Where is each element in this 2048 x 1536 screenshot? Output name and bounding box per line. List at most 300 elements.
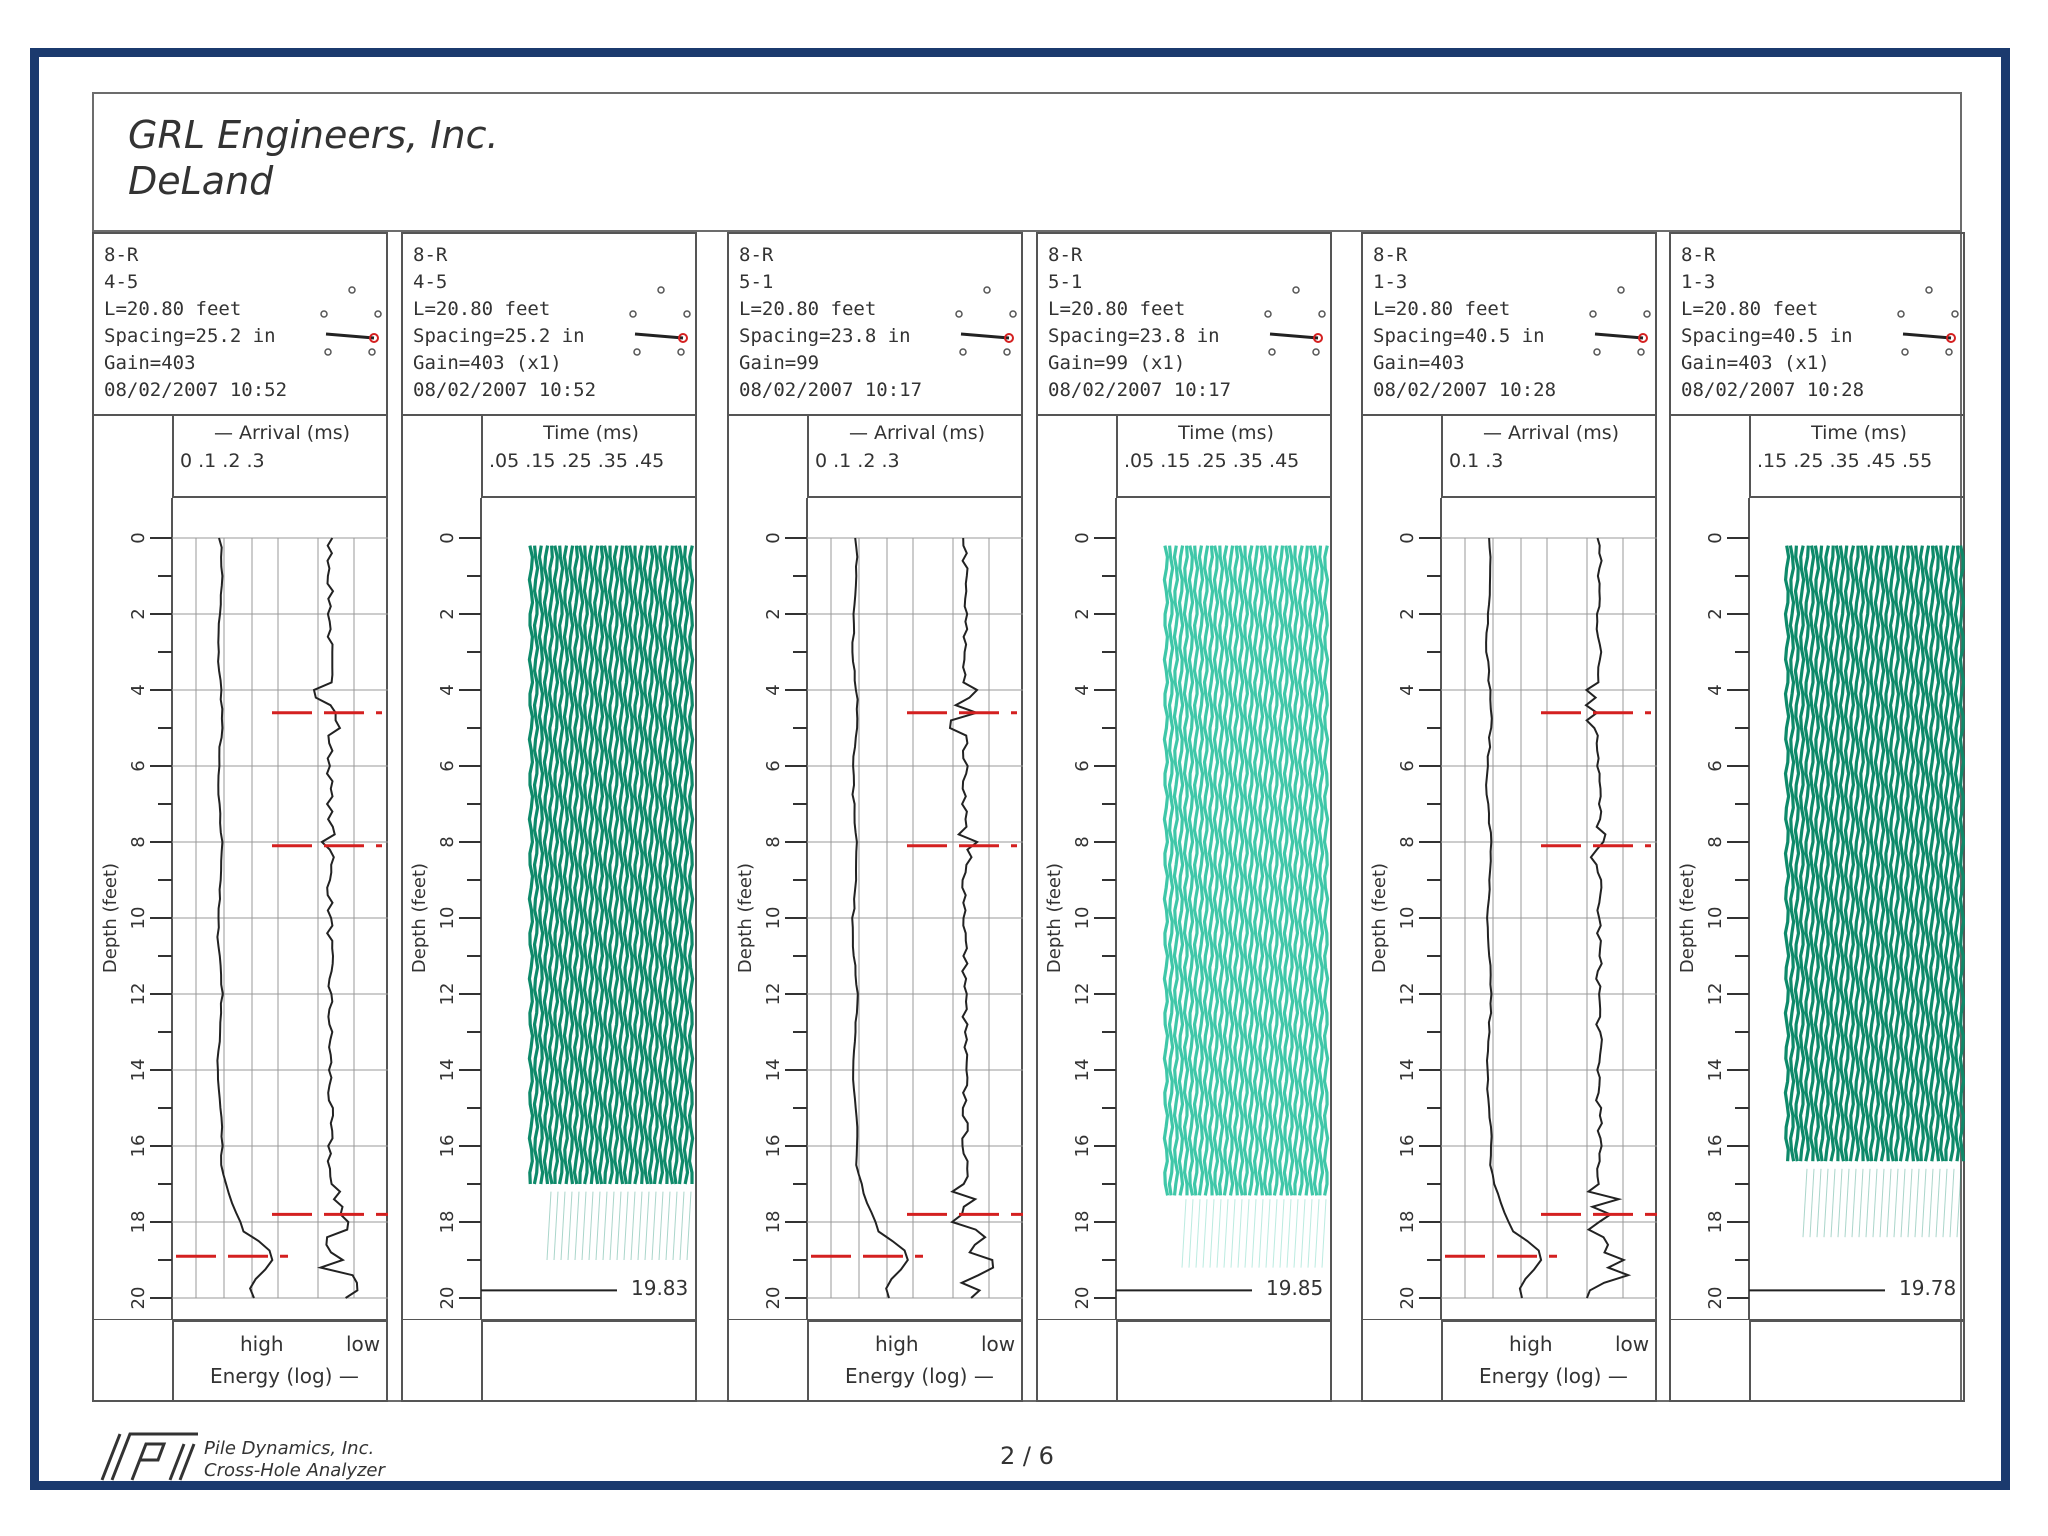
waveform-trace: [1174, 546, 1177, 1196]
depth-tick-label: 12: [1705, 982, 1726, 1006]
waveform-trace: [619, 546, 622, 1184]
waveform-tail: [561, 1192, 565, 1260]
depth-axis-label: Depth (feet): [409, 862, 430, 974]
waterfall-plot: [401, 498, 697, 1320]
waveform-tail: [596, 1192, 600, 1260]
waveform-trace: [630, 546, 633, 1184]
waveform-trace: [1945, 546, 1948, 1162]
waveform-tail: [554, 1192, 558, 1260]
panel-header-text: [1373, 242, 1556, 404]
waveform-tail: [1203, 1199, 1207, 1267]
depth-tick-label: 16: [437, 1134, 458, 1158]
axis-header: [172, 416, 388, 498]
waveform-trace: [1309, 546, 1312, 1196]
waveform-tail: [673, 1192, 677, 1260]
depth-tick-label: 4: [437, 684, 458, 696]
waveform-trace: [564, 546, 567, 1184]
waveform-tail: [1936, 1169, 1940, 1237]
panel-header-text: [1048, 242, 1231, 404]
waveform-tail: [1873, 1169, 1877, 1237]
site-location: DeLand: [128, 159, 274, 203]
waveform-trace: [604, 546, 607, 1184]
waveform-tail: [1259, 1199, 1263, 1267]
waveform-trace: [1885, 546, 1888, 1162]
header-line: L=20.80 feet: [413, 298, 551, 320]
waveform-traces: [1785, 546, 1963, 1162]
waveform-tail: [1273, 1199, 1277, 1267]
waveform-trace: [1259, 546, 1262, 1196]
waveform-trace: [529, 546, 532, 1184]
depth-tick-label: 2: [437, 608, 458, 620]
waveform-trace: [554, 546, 557, 1184]
header-line: Spacing=25.2 in: [104, 325, 276, 347]
waveform-trace: [539, 546, 542, 1184]
panel-arrival-1-3: [1361, 232, 1657, 1402]
header-line: L=20.80 feet: [739, 298, 877, 320]
depth-tick-label: 12: [1397, 982, 1418, 1006]
waveform-tail: [1915, 1169, 1919, 1237]
header-line: 08/02/2007 10:28: [1373, 379, 1557, 401]
depth-tick-label: 20: [437, 1286, 458, 1310]
waveform-trace: [574, 546, 577, 1184]
axis-tick-labels: 0 .1 .2 .3: [815, 450, 900, 472]
header-line: Spacing=40.5 in: [1373, 325, 1545, 347]
header-line: L=20.80 feet: [1373, 298, 1511, 320]
energy-low-label: low: [346, 1332, 381, 1356]
waveform-trace: [1214, 546, 1217, 1196]
waveform-trace: [1860, 546, 1863, 1162]
waveform-tail: [680, 1192, 684, 1260]
waveform-tail: [1943, 1169, 1947, 1237]
waveform-trace: [679, 546, 682, 1184]
waveform-trace: [1960, 546, 1963, 1162]
waveform-trace: [1790, 546, 1793, 1162]
axis-header: [1749, 416, 1965, 498]
panel-header-text: [413, 242, 596, 404]
waveform-trace: [1881, 546, 1884, 1162]
waveform-tail: [1880, 1169, 1884, 1237]
depth-tick-label: 12: [1072, 982, 1093, 1006]
header-line: Gain=403 (x1): [1681, 352, 1830, 374]
waveform-tail: [1322, 1199, 1326, 1267]
header-line: 8-R: [739, 244, 774, 266]
panel-waterfall-4-5: [401, 232, 697, 1402]
waveform-trace: [534, 546, 537, 1184]
waveform-tail: [1294, 1199, 1298, 1267]
axis-title: Time (ms): [543, 422, 639, 444]
axis-tick-labels: .05 .15 .25 .35 .45: [1124, 450, 1300, 472]
waveform-trace: [1801, 546, 1804, 1162]
waveform-tail: [610, 1192, 614, 1260]
depth-tick-label: 0: [1705, 532, 1726, 544]
depth-tick-label: 8: [437, 836, 458, 848]
waveform-trace: [584, 546, 587, 1184]
depth-tick-label: 20: [128, 1286, 149, 1310]
waveform-tail: [1210, 1199, 1214, 1267]
waveform-tail: [1852, 1169, 1856, 1237]
depth-tick-label: 18: [128, 1210, 149, 1234]
header-line: Spacing=40.5 in: [1681, 325, 1853, 347]
waveform-trace: [1269, 546, 1272, 1196]
depth-tick-label: 0: [437, 532, 458, 544]
waveform-tail: [1922, 1169, 1926, 1237]
waveform-tail: [1308, 1199, 1312, 1267]
header-line: 1-3: [1373, 271, 1408, 293]
depth-tick-label: 4: [1072, 684, 1093, 696]
waveform-trace: [624, 546, 627, 1184]
panel-footer: [1749, 1320, 1965, 1402]
waveform-trace: [1300, 546, 1303, 1196]
tube-layout-icon: [621, 272, 697, 392]
waveform-trace: [1955, 546, 1958, 1162]
depth-tick-label: 12: [763, 982, 784, 1006]
waveform-trace: [1951, 546, 1954, 1162]
waveform-trace: [659, 546, 662, 1184]
waveform-tail: [1252, 1199, 1256, 1267]
depth-tick-label: 16: [1397, 1134, 1418, 1158]
depth-axis-label: Depth (feet): [1044, 862, 1065, 974]
depth-axis-label: Depth (feet): [1677, 862, 1698, 974]
depth-tick-label: 14: [437, 1058, 458, 1082]
panel-waterfall-5-1: [1036, 232, 1332, 1402]
waveform-trace: [1289, 546, 1292, 1196]
waterfall-plot: [1669, 498, 1965, 1320]
waveform-trace: [1254, 546, 1257, 1196]
panel-header: [1669, 232, 1965, 416]
waveform-tail: [1901, 1169, 1905, 1237]
panel-footer: [172, 1320, 388, 1402]
header-line: 08/02/2007 10:52: [104, 379, 288, 401]
waveform-tail: [1287, 1199, 1291, 1267]
waveform-tail: [1189, 1199, 1193, 1267]
waveform-trace: [1179, 546, 1182, 1196]
waveform-trace: [579, 546, 582, 1184]
waveform-tail: [1266, 1199, 1270, 1267]
waveform-trace: [1820, 546, 1823, 1162]
waveform-trace: [1850, 546, 1853, 1162]
panel-header-text: [104, 242, 287, 404]
panel-header-text: [1681, 242, 1864, 404]
waveform-trace: [1900, 546, 1903, 1162]
header-line: 5-1: [739, 271, 774, 293]
header-line: L=20.80 feet: [104, 298, 242, 320]
depth-tick-label: 16: [763, 1134, 784, 1158]
waveform-trace: [1930, 546, 1933, 1162]
depth-tick-label: 18: [1705, 1210, 1726, 1234]
header-line: 8-R: [104, 244, 139, 266]
report-title: [128, 112, 499, 204]
header-line: Gain=403 (x1): [413, 352, 562, 374]
header-line: Spacing=23.8 in: [739, 325, 911, 347]
waveform-tail: [1196, 1199, 1200, 1267]
depth-tick-label: 4: [763, 684, 784, 696]
waveform-trace: [1835, 546, 1838, 1162]
header-line: L=20.80 feet: [1048, 298, 1186, 320]
waveform-trace: [649, 546, 652, 1184]
waveform-tail: [1238, 1199, 1242, 1267]
depth-tick-label: 10: [1397, 906, 1418, 930]
tube-layout-icon: [312, 272, 388, 392]
waveform-tail: [1803, 1169, 1807, 1237]
energy-high-label: high: [240, 1332, 284, 1356]
panel-header: [92, 232, 388, 416]
panel-header: [401, 232, 697, 416]
waveform-tail: [1866, 1169, 1870, 1237]
axis-header: [807, 416, 1023, 498]
depth-tick-label: 18: [437, 1210, 458, 1234]
axis-header: [1116, 416, 1332, 498]
depth-tick-label: 16: [128, 1134, 149, 1158]
waveform-tail: [1887, 1169, 1891, 1237]
panel-header: [1361, 232, 1657, 416]
axis-tick-labels: 0.1 .3: [1449, 450, 1504, 472]
waveform-trace: [669, 546, 672, 1184]
waveform-trace: [1279, 546, 1282, 1196]
header-line: Gain=99: [739, 352, 820, 374]
panel-footer: [1116, 1320, 1332, 1402]
depth-tick-label: 8: [763, 836, 784, 848]
depth-axis-label: Depth (feet): [100, 862, 121, 974]
waveform-trace: [1314, 546, 1317, 1196]
waveform-trace: [1875, 546, 1878, 1162]
waveform-trace: [1265, 546, 1268, 1196]
depth-tick-label: 10: [1072, 906, 1093, 930]
depth-tick-label: 8: [1072, 836, 1093, 848]
waveform-tail: [666, 1192, 670, 1260]
axis-title: — Arrival (ms): [213, 422, 351, 444]
depth-tick-label: 18: [1397, 1210, 1418, 1234]
waveform-trace: [1890, 546, 1893, 1162]
panel-header-text: [739, 242, 922, 404]
page-number: 2 / 6: [1000, 1442, 1054, 1470]
waveform-trace: [1230, 546, 1233, 1196]
waveform-trace: [1865, 546, 1868, 1162]
waveform-trace: [1249, 546, 1252, 1196]
depth-tick-label: 16: [1705, 1134, 1726, 1158]
depth-tick-label: 12: [437, 982, 458, 1006]
energy-high-label: high: [1509, 1332, 1553, 1356]
waveform-tail: [1845, 1169, 1849, 1237]
header-line: Gain=403: [1373, 352, 1465, 374]
panel-waterfall-1-3: [1669, 232, 1965, 1402]
panel-arrival-4-5: [92, 232, 388, 1402]
waveform-traces: [529, 546, 692, 1184]
waveform-tail: [1231, 1199, 1235, 1267]
axis-header: [481, 416, 697, 498]
header-line: 5-1: [1048, 271, 1083, 293]
waveform-tail: [1957, 1169, 1961, 1237]
waveform-trace: [639, 546, 642, 1184]
depth-tick-label: 10: [437, 906, 458, 930]
header-line: 8-R: [413, 244, 448, 266]
waveform-trace: [1169, 546, 1172, 1196]
depth-tick-label: 14: [1397, 1058, 1418, 1082]
panel-header: [727, 232, 1023, 416]
waveform-trace: [1940, 546, 1943, 1162]
waveform-tail: [603, 1192, 607, 1260]
waveform-trace: [549, 546, 552, 1184]
depth-tick-label: 18: [763, 1210, 784, 1234]
waveform-tail: [1810, 1169, 1814, 1237]
waveform-trace: [1905, 546, 1908, 1162]
depth-tick-label: 20: [1072, 1286, 1093, 1310]
waveform-tail: [1182, 1199, 1186, 1267]
waveform-trace: [569, 546, 572, 1184]
depth-tick-label: 0: [763, 532, 784, 544]
waveform-trace: [1184, 546, 1187, 1196]
waveform-trace: [1304, 546, 1307, 1196]
waveform-tail: [1894, 1169, 1898, 1237]
waveform-trace: [1846, 546, 1849, 1162]
header-line: 08/02/2007 10:52: [413, 379, 597, 401]
waveform-trace: [1324, 546, 1327, 1196]
header-line: 8-R: [1681, 244, 1716, 266]
depth-tick-label: 4: [1705, 684, 1726, 696]
waveform-tail: [1817, 1169, 1821, 1237]
depth-tick-label: 10: [763, 906, 784, 930]
waveform-trace: [1840, 546, 1843, 1162]
waveform-tail: [659, 1192, 663, 1260]
depth-tick-label: 2: [763, 608, 784, 620]
tube-layout-icon: [1581, 272, 1657, 392]
panel-arrival-5-1: [727, 232, 1023, 1402]
depth-tick-label: 14: [1705, 1058, 1726, 1082]
waterfall-plot: [1036, 498, 1332, 1320]
header-line: Gain=403: [104, 352, 196, 374]
arrival-energy-plot: [727, 498, 1023, 1320]
waveform-trace: [1294, 546, 1297, 1196]
footer-brand: [204, 1438, 385, 1482]
energy-high-label: high: [875, 1332, 919, 1356]
energy-low-label: low: [981, 1332, 1016, 1356]
waveform-trace: [595, 546, 598, 1184]
depth-tick-label: 8: [128, 836, 149, 848]
waveform-tail: [575, 1192, 579, 1260]
header-line: 08/02/2007 10:17: [1048, 379, 1232, 401]
waveform-tail: [652, 1192, 656, 1260]
depth-tick-label: 20: [763, 1286, 784, 1310]
energy-axis-label: Energy (log) —: [210, 1364, 359, 1388]
panel-header: [1036, 232, 1332, 416]
depth-tick-label: 20: [1397, 1286, 1418, 1310]
waveform-trace: [634, 546, 637, 1184]
waveform-trace: [1811, 546, 1814, 1162]
waveform-trace: [1830, 546, 1833, 1162]
waveform-tail: [568, 1192, 572, 1260]
waveform-tail: [1950, 1169, 1954, 1237]
axis-tick-labels: 0 .1 .2 .3: [180, 450, 265, 472]
waveform-trace: [1855, 546, 1858, 1162]
waveform-tail: [1224, 1199, 1228, 1267]
scan-end-depth: 19.83: [631, 1276, 689, 1300]
waveform-trace: [1244, 546, 1247, 1196]
depth-tick-label: 0: [1072, 532, 1093, 544]
waveform-trace: [1204, 546, 1207, 1196]
waveform-tail: [624, 1192, 628, 1260]
waveform-trace: [674, 546, 677, 1184]
waveform-tail: [1908, 1169, 1912, 1237]
waveform-trace: [1916, 546, 1919, 1162]
header-line: Spacing=25.2 in: [413, 325, 585, 347]
waveform-trace: [1164, 546, 1167, 1196]
waveform-tail: [617, 1192, 621, 1260]
waveform-tail: [1245, 1199, 1249, 1267]
energy-axis-label: Energy (log) —: [845, 1364, 994, 1388]
brand-name: Pile Dynamics, Inc.: [204, 1438, 375, 1459]
product-name: Cross-Hole Analyzer: [204, 1460, 385, 1481]
depth-tick-label: 2: [1705, 608, 1726, 620]
waveform-tail: [1217, 1199, 1221, 1267]
waveform-tail: [582, 1192, 586, 1260]
waveform-tail: [1859, 1169, 1863, 1237]
depth-tick-label: 2: [128, 608, 149, 620]
waveform-trace: [1189, 546, 1192, 1196]
waveform-trace: [1319, 546, 1322, 1196]
depth-tick-label: 6: [1072, 760, 1093, 772]
waveform-tail: [1315, 1199, 1319, 1267]
header-line: 1-3: [1681, 271, 1716, 293]
axis-tick-labels: .15 .25 .35 .45 .55: [1757, 450, 1933, 472]
depth-tick-label: 20: [1705, 1286, 1726, 1310]
scan-end-depth: 19.85: [1266, 1276, 1324, 1300]
waveform-trace: [1870, 546, 1873, 1162]
waveform-trace: [1910, 546, 1913, 1162]
waveform-trace: [1219, 546, 1222, 1196]
depth-tick-label: 14: [763, 1058, 784, 1082]
tube-layout-icon: [1889, 272, 1965, 392]
header-line: 8-R: [1048, 244, 1083, 266]
waveform-tail: [1831, 1169, 1835, 1237]
panel-footer: [807, 1320, 1023, 1402]
header-line: 8-R: [1373, 244, 1408, 266]
depth-tick-label: 10: [1705, 906, 1726, 930]
waveform-trace: [654, 546, 657, 1184]
waveform-trace: [1274, 546, 1277, 1196]
waveform-trace: [644, 546, 647, 1184]
company-name: GRL Engineers, Inc.: [128, 113, 499, 157]
waveform-trace: [1195, 546, 1198, 1196]
waveform-tail: [631, 1192, 635, 1260]
waveform-trace: [1224, 546, 1227, 1196]
axis-title: — Arrival (ms): [848, 422, 986, 444]
pdi-logo-icon: [92, 1428, 202, 1484]
waveform-trace: [689, 546, 692, 1184]
waveform-trace: [1239, 546, 1242, 1196]
waveform-trace: [1284, 546, 1287, 1196]
depth-tick-label: 10: [128, 906, 149, 930]
waveform-trace: [1805, 546, 1808, 1162]
waveform-tail: [1301, 1199, 1305, 1267]
waveform-trace: [599, 546, 602, 1184]
depth-tick-label: 12: [128, 982, 149, 1006]
waveform-trace: [560, 546, 563, 1184]
depth-tick-label: 14: [1072, 1058, 1093, 1082]
waveform-tail: [589, 1192, 593, 1260]
header-line: L=20.80 feet: [1681, 298, 1819, 320]
depth-tick-label: 8: [1397, 836, 1418, 848]
waveform-trace: [1795, 546, 1798, 1162]
depth-tick-label: 6: [437, 760, 458, 772]
header-line: 08/02/2007 10:28: [1681, 379, 1865, 401]
waveform-traces: [1164, 546, 1327, 1196]
axis-header: [1441, 416, 1657, 498]
depth-tick-label: 14: [128, 1058, 149, 1082]
header-line: 4-5: [413, 271, 448, 293]
axis-title: Time (ms): [1811, 422, 1907, 444]
axis-title: Time (ms): [1178, 422, 1274, 444]
waveform-trace: [1925, 546, 1928, 1162]
energy-low-label: low: [1615, 1332, 1650, 1356]
